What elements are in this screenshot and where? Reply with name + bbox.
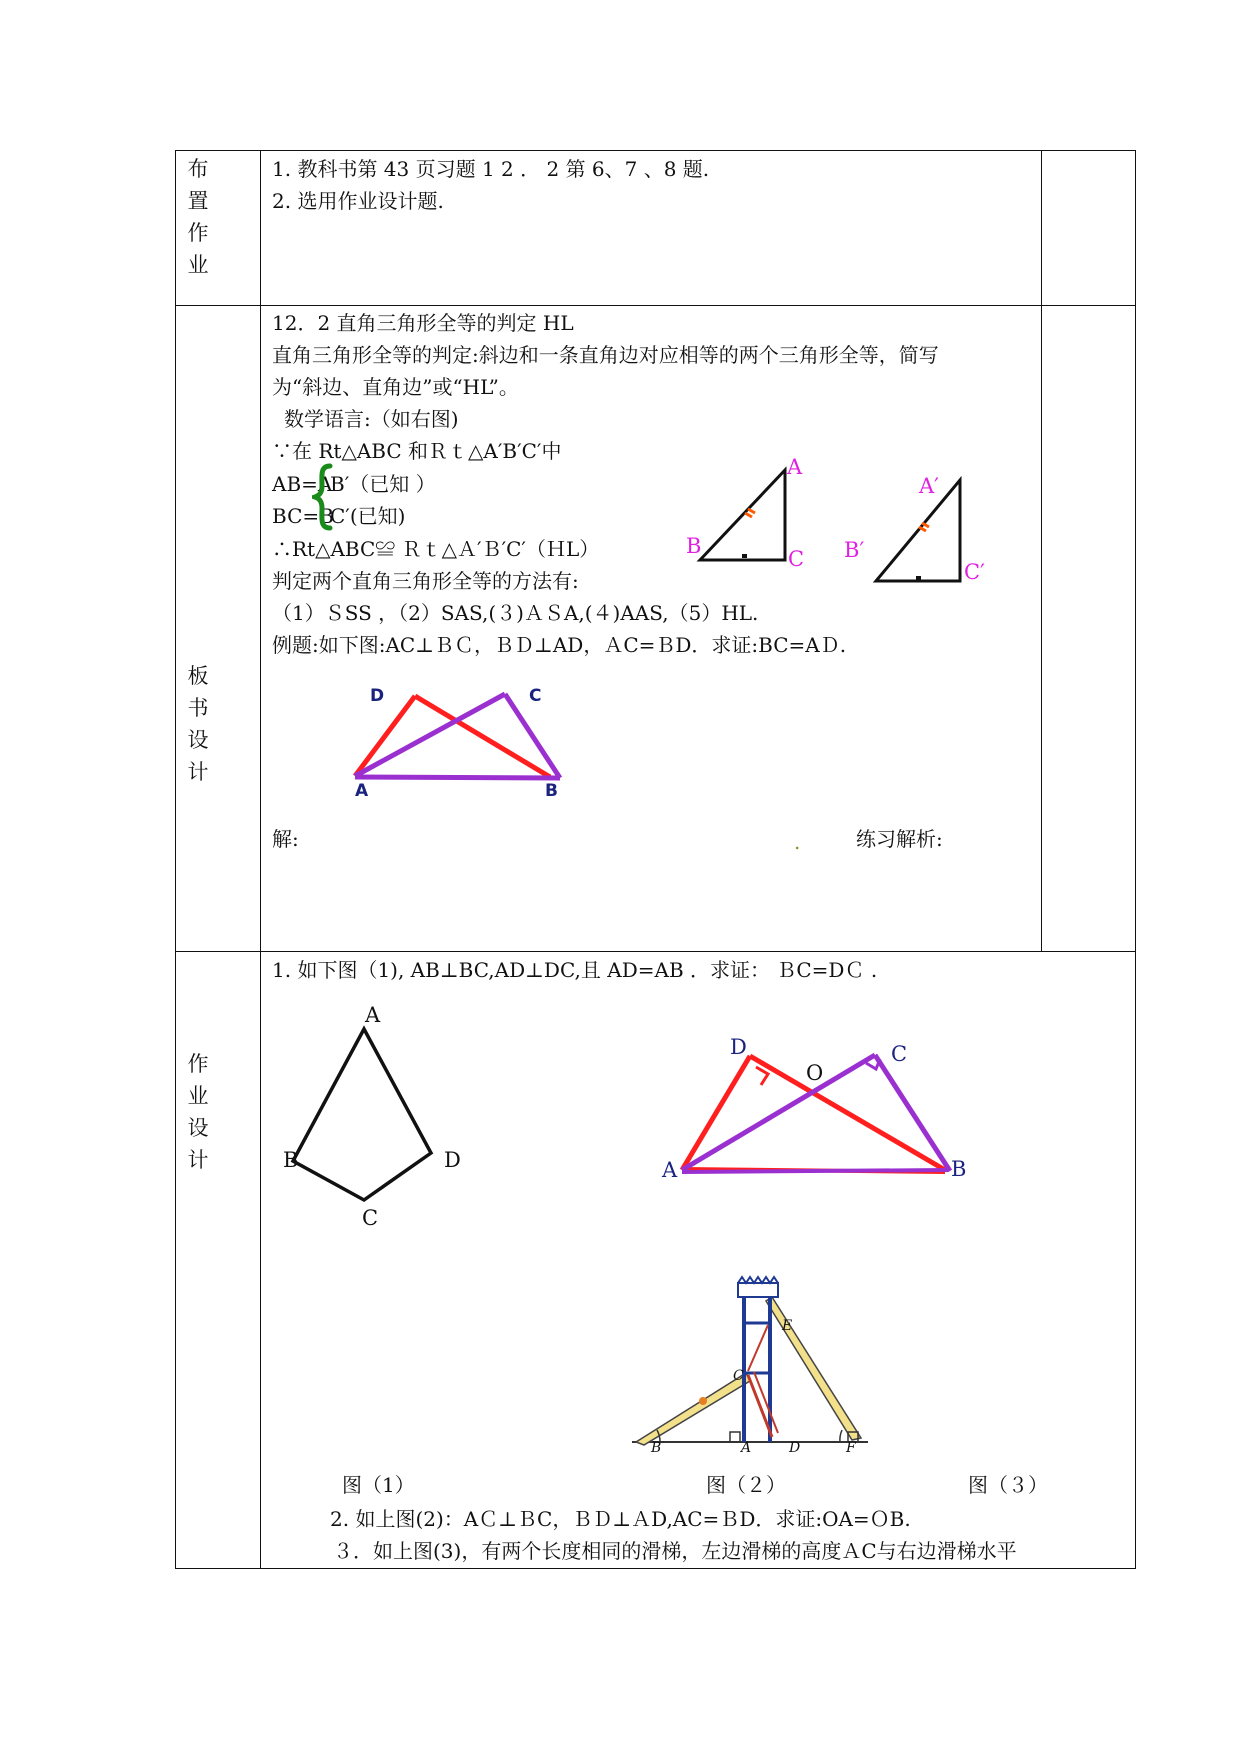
row1-label-line: 业 (187, 253, 209, 277)
example-label-c: C (529, 686, 542, 706)
fig2-label-o: O (806, 1061, 824, 1085)
example-label-d: D (370, 686, 385, 706)
table-border-bottom (175, 1568, 1136, 1569)
definition-line-2: 为“斜边、直角边”或“HL”。 (272, 375, 519, 399)
section-title: 12．2 直角三角形全等的判定 HL (272, 311, 574, 335)
tri2-label-c (964, 560, 985, 584)
example-problem: 例题:如下图:AC⊥ＢＣ，ＢＤ⊥AD，ＡC=ＢD．求证:BC=AＤ. (272, 633, 847, 657)
question-2: 2. 如上图(2)：AＣ⊥ＢC，ＢＤ⊥ＡD,AC=ＢD．求证:OA=ＯB. (330, 1507, 911, 1531)
fig3-label-c: C (733, 1368, 744, 1384)
fig3-label-f: F (846, 1440, 856, 1456)
because-line: ∵在 Rt△ABC 和Ｒｔ△A′B′C′中 (272, 439, 562, 463)
tri2-prime-b: ′ (859, 538, 865, 562)
right-column-divider (1041, 150, 1042, 952)
fig2-label-c: C (891, 1042, 908, 1066)
row2-label (178, 660, 218, 788)
solution-label: 解: (272, 827, 299, 851)
fig3-label-d: D (789, 1440, 801, 1456)
fig3-label-e: E (782, 1318, 793, 1334)
row3-label (178, 1048, 218, 1176)
definition-line-1: 直角三角形全等的判定:斜边和一条直角边对应相等的两个三角形全等，简写 (272, 343, 939, 367)
fig1-label-c: C (362, 1206, 379, 1230)
tri2-prime-a: ′ (934, 474, 939, 498)
fig3-label-b: B (651, 1440, 662, 1456)
tri2-label-b (844, 538, 864, 562)
figure-1-kite (285, 1020, 445, 1210)
condition-2-right: C′(已知) (330, 504, 406, 528)
tri1-label-c: C (788, 547, 805, 571)
condition-1-right: B′（已知 ） (330, 472, 436, 496)
tri2-prime-c: ′ (980, 560, 985, 584)
fig1-label-a: A (365, 1003, 381, 1027)
tri2-label-a (919, 474, 939, 498)
question-3: ３．如上图(3)，有两个长度相同的滑梯，左边滑梯的高度ＡC与右边滑梯水平 (333, 1539, 1017, 1563)
row3-label-line: 作 (187, 1052, 209, 1076)
caption-figure-1: 图（1） (342, 1473, 415, 1497)
question-1: 1. 如下图（1), AB⊥BC,AD⊥DC,且 AD=AB ．求证： ＢC=DＣ . (272, 958, 878, 982)
caption-figure-2: 图（２） (706, 1473, 786, 1497)
condition-1-left: AB=A (272, 472, 333, 496)
caption-figure-3: 图（３） (968, 1473, 1048, 1497)
practice-label: 练习解析: (856, 827, 943, 851)
row1-label (178, 153, 218, 281)
stray-dot: . (794, 830, 801, 854)
row2-label-line: 板 (187, 664, 209, 688)
table-border-left (175, 150, 176, 1569)
example-label-b: B (545, 781, 558, 801)
row2-label-line: 计 (187, 760, 209, 784)
row2-label-line: 设 (187, 728, 209, 752)
row3-label-line: 业 (187, 1084, 209, 1108)
fig1-label-b: B (283, 1148, 299, 1172)
therefore-line: ∴Rt△ABC≌ Ｒｔ△Ａ′Ｂ′C′（ＨL） (272, 537, 600, 561)
green-brace (312, 462, 336, 532)
table-border-top (175, 150, 1136, 151)
homework-line-1: 1. 教科书第 43 页习题 1 2 ． 2 第 6、7 、8 题. (272, 157, 710, 181)
methods-list: （1）ＳSS ，（2）SAS,(３)ＡＳA,(４)AAS,（5）HL. (272, 601, 759, 625)
methods-intro: 判定两个直角三角形全等的方法有: (272, 569, 579, 593)
row-divider-2 (175, 951, 1136, 952)
condition-2-left: BC=B (272, 504, 334, 528)
fig2-label-d: D (730, 1035, 747, 1059)
row-divider-1 (175, 305, 1136, 306)
label-column-divider (260, 150, 261, 1569)
tri2-letter-c: C (964, 560, 981, 584)
table-border-right (1135, 150, 1136, 1569)
row2-label-line: 书 (187, 696, 209, 720)
fig1-label-d: D (444, 1148, 461, 1172)
tri1-label-a: A (787, 455, 803, 479)
row1-label-line: 置作 (187, 189, 209, 245)
homework-line-2: 2. 选用作业设计题. (272, 189, 444, 213)
row3-label-line: 计 (187, 1148, 209, 1172)
tri1-label-b: B (686, 534, 702, 558)
tri2-letter-b: B (844, 538, 860, 562)
fig3-label-a: A (741, 1440, 752, 1456)
fig2-label-a: A (662, 1158, 678, 1182)
example-label-a: A (355, 781, 369, 801)
fig2-label-b: B (951, 1157, 967, 1181)
row3-label-line: 设 (187, 1116, 209, 1140)
tri2-letter-a: A (919, 474, 935, 498)
math-language: 数学语言:（如右图) (284, 407, 459, 431)
row1-label-line: 布 (187, 157, 209, 181)
